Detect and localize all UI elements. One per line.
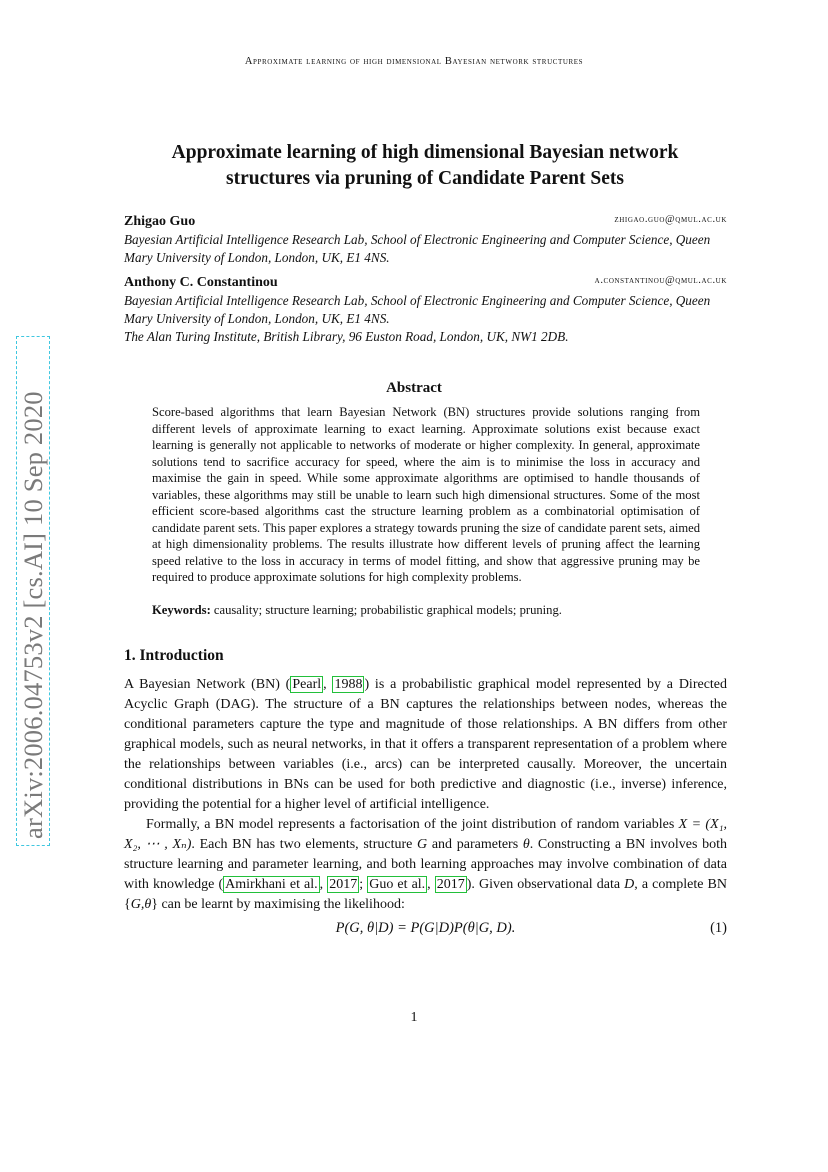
- text-span: . Each BN has two elements, structure: [191, 837, 418, 852]
- keywords: [152, 603, 700, 618]
- text-span: ) is a probabilistic graphical model represented by a Directed Acyclic Graph (DAG). The structure of a BN captures the relationships between nodes, whereas the conditional parameters capture the type and magnitude of those relationships. A BN differs from other graphical models, such as neural networks, in that it offers a transparent representation of a problem where the relationships between variables (i.e., arcs) can be interpreted causally. Moreover, the uncertain conditional distributions in BNs can be used for both predictive and diagnostic (i.e., inverse) inference, providing the potential for a higher level of artificial intelligence.: [124, 677, 728, 812]
- intro-paragraph-2: [124, 815, 727, 915]
- text-span: and parameters: [427, 837, 523, 852]
- keywords-label: Keywords:: [152, 603, 211, 617]
- page-number: 1: [410, 1010, 418, 1025]
- keywords-text: causality; structure learning; probabilistic graphical models; pruning.: [213, 603, 562, 617]
- math-inline: X = (X₁, X₂, ⋯ , Xₙ): [124, 817, 727, 852]
- text-span: ). Given observational data: [466, 877, 625, 892]
- citation-year-link[interactable]: 1988: [334, 677, 363, 692]
- citation-year-link[interactable]: 2017: [436, 877, 465, 892]
- math-inline: θ: [522, 837, 530, 852]
- text-span: } can be learnt by maximising the likelihood:: [151, 897, 405, 912]
- math-inline: D: [624, 877, 635, 892]
- text-span: ;: [359, 877, 368, 892]
- arxiv-stamp[interactable]: arXiv:2006.04753v2 [cs.AI] 10 Sep 2020: [16, 336, 50, 846]
- text-span: ,: [323, 677, 333, 692]
- math-inline: G: [417, 837, 428, 852]
- text-span: Formally, a BN model represents a factorisation of the joint distribution of random variables: [146, 817, 679, 832]
- author-name: Anthony C. Constantinou: [124, 275, 278, 290]
- running-head: Approximate learning of high dimensional Bayesian network structures: [244, 56, 584, 67]
- author-block-1: [124, 212, 727, 267]
- citation-link[interactable]: Pearl: [292, 677, 322, 692]
- author-block-2: [124, 273, 727, 346]
- equation-number: (1): [710, 920, 727, 936]
- math-inline: G,θ: [130, 897, 152, 912]
- author-affiliation: The Alan Turing Institute, British Library, 96 Euston Road, London, UK, NW1 2DB.: [124, 329, 569, 344]
- citation-year-link[interactable]: 2017: [329, 877, 358, 892]
- author-name: Zhigao Guo: [124, 214, 196, 229]
- title-line-2: structures via pruning of Candidate Parent Sets: [226, 168, 624, 189]
- author-email[interactable]: zhigao.guo@qmul.ac.uk: [614, 214, 727, 225]
- author-email[interactable]: a.constantinou@qmul.ac.uk: [594, 275, 727, 286]
- citation-link[interactable]: Guo et al.: [369, 877, 426, 892]
- author-affiliation: Bayesian Artificial Intelligence Research Lab, School of Electronic Engineering and Computer Science, Queen Mary University of London, London, UK, E1 4NS.: [124, 232, 711, 265]
- title-line-1: Approximate learning of high dimensional Bayesian network: [171, 142, 679, 163]
- text-span: ,: [319, 877, 328, 892]
- text-span: , a complete BN {: [124, 877, 727, 912]
- text-span: ,: [427, 877, 435, 892]
- author-affiliation: Bayesian Artificial Intelligence Research Lab, School of Electronic Engineering and Computer Science, Queen Mary University of London, London, UK, E1 4NS.: [124, 293, 711, 326]
- citation-link[interactable]: Amirkhani et al.: [225, 877, 318, 892]
- paper-title: [110, 140, 740, 192]
- section-heading: 1. Introduction: [124, 647, 224, 664]
- abstract-text: Score-based algorithms that learn Bayesian Network (BN) structures provide solutions ranging from different levels of approximate learning to exact learning. Approximate solutions exist because exact learning is generally not applicable to networks of moderate or higher complexity. In general, approximate solutions tend to sacrifice accuracy for speed, where the aim is to minimise the loss in accuracy and maximise the gain in speed. While some approximate algorithms are optimised to handle thousands of variables, these algorithms may still be unable to learn such high dimensional structures. Some of the most efficient score-based algorithms cast the structure learning problem as a combinatorial optimisation of candidate parent sets. This paper explores a strategy towards pruning the size of candidate parent sets, aimed at high dimensionality problems. The results illustrate how different levels of pruning affect the learning speed relative to the loss in accuracy in terms of model fitting, and show that aggressive pruning may be required to produce approximate solutions for high complexity problems.: [152, 405, 700, 584]
- text-span: . Constructing a BN involves both structure learning and parameter learning, and both learning approaches may involve combination of data with knowledge (: [124, 837, 728, 892]
- text-span: A Bayesian Network (BN) (: [124, 677, 291, 692]
- equation-body: P(G, θ|D) = P(G|D)P(θ|G, D).: [335, 920, 516, 936]
- intro-paragraph-1: [124, 675, 727, 815]
- abstract-heading: Abstract: [386, 380, 442, 396]
